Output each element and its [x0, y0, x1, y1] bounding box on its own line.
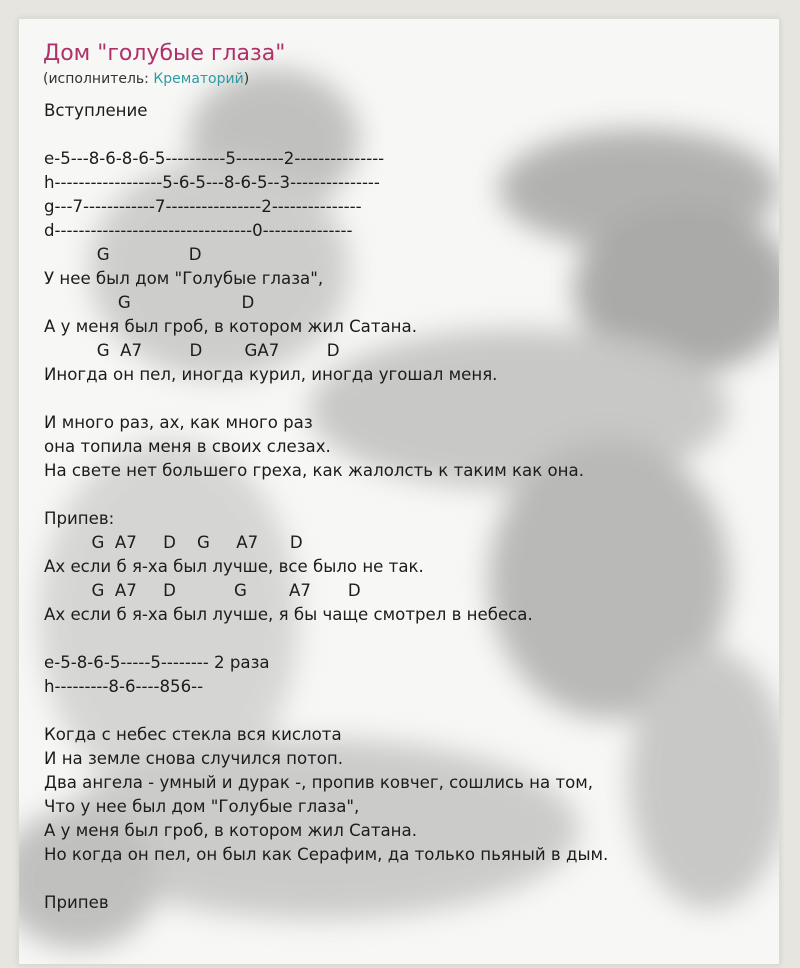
artist-link[interactable]: Крематорий: [153, 71, 244, 87]
song-line: e-5-8-6-5-----5-------- 2 раза: [44, 653, 270, 672]
song-line: Ах если б я-ха был лучше, все было не так.: [44, 557, 424, 576]
song-line: Припев: [44, 893, 109, 912]
song-line: Но когда он пел, он был как Серафим, да только пьяный в дым.: [44, 845, 609, 864]
artist-suffix: ): [243, 71, 250, 87]
song-line: g---7------------7----------------2---------------: [44, 197, 362, 216]
song-line: [44, 483, 608, 507]
song-line: G A7 D G A7 D: [44, 533, 303, 552]
song-line: [44, 699, 608, 723]
song-line: Два ангела - умный и дурак -, пропив ковчег, сошлись на том,: [44, 773, 594, 792]
song-line: [44, 627, 608, 651]
song-line: И на земле снова случился потоп.: [44, 749, 344, 768]
song-line: И много раз, ах, как много раз: [44, 413, 313, 432]
song-line: А у меня был гроб, в котором жил Сатана.: [44, 821, 417, 840]
song-line: Вступление: [44, 101, 148, 120]
song-card: [18, 18, 780, 965]
song-line: Иногда он пел, иногда курил, иногда угошал меня.: [44, 365, 498, 384]
song-line: [44, 387, 608, 411]
song-line: G A7 D G A7 D: [44, 581, 361, 600]
song-line: Ах если б я-ха был лучше, я бы чаще смотрел в небеса.: [44, 605, 533, 624]
song-line: она топила меня в своих слезах.: [44, 437, 331, 456]
song-line: [44, 867, 608, 891]
song-line: e-5---8-6-8-6-5----------5--------2---------------: [44, 149, 385, 168]
song-title: Дом "голубые глаза": [43, 41, 286, 66]
song-line: h------------------5-6-5---8-6-5--3---------------: [44, 173, 380, 192]
song-line: Что у нее был дом "Голубые глаза",: [44, 797, 360, 816]
song-text: [44, 99, 608, 915]
song-line: h---------8-6----856--: [44, 677, 204, 696]
artist-prefix: (исполнитель:: [43, 71, 154, 87]
song-line: А у меня был гроб, в котором жил Сатана.: [44, 317, 417, 336]
song-line: G A7 D GA7 D: [44, 341, 340, 360]
song-line: Припев:: [44, 509, 115, 528]
song-line: У нее был дом "Голубые глаза",: [44, 269, 324, 288]
song-line: G D: [44, 245, 202, 264]
song-line: [44, 123, 608, 147]
song-line: G D: [44, 293, 255, 312]
artist-line: [43, 71, 249, 87]
song-line: d---------------------------------0---------------: [44, 221, 353, 240]
song-line: Когда с небес стекла вся кислота: [44, 725, 342, 744]
song-line: На свете нет большего греха, как жалолсть к таким как она.: [44, 461, 584, 480]
